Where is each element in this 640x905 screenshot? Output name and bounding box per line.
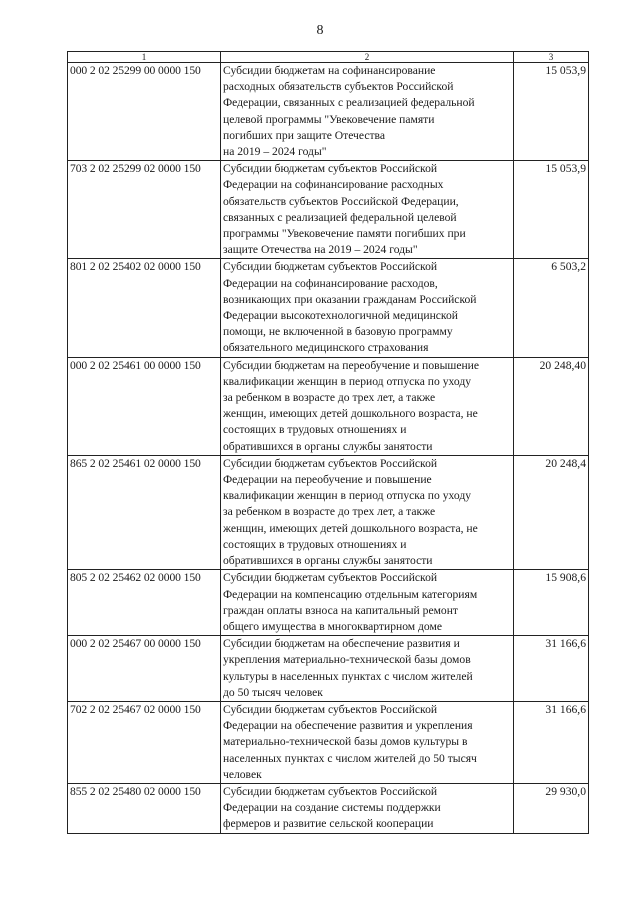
amount-value: 15 053,9 bbox=[514, 161, 589, 259]
description-line: за ребенком в возрасте до трех лет, а также bbox=[223, 391, 436, 405]
column-number-row bbox=[68, 52, 589, 63]
revenue-description bbox=[221, 570, 514, 636]
description-line: Субсидии бюджетам субъектов Российской bbox=[223, 784, 438, 798]
column-number-1: 1 bbox=[68, 52, 221, 63]
amount-value: 31 166,6 bbox=[514, 701, 589, 783]
description-line: Субсидии бюджетам на переобучение и повышение bbox=[223, 358, 480, 372]
description-line: целевой программы "Увековечение памяти bbox=[223, 112, 435, 126]
amount-value: 15 908,6 bbox=[514, 570, 589, 636]
description-line: женщин, имеющих детей дошкольного возраста, не bbox=[223, 521, 478, 535]
description-line: Федерации на компенсацию отдельным категориям bbox=[223, 587, 478, 601]
amount-value: 29 930,0 bbox=[514, 783, 589, 833]
budget-classification-code: 000 2 02 25467 00 0000 150 bbox=[68, 636, 221, 702]
budget-classification-code: 000 2 02 25299 00 0000 150 bbox=[68, 63, 221, 161]
budget-classification-code: 801 2 02 25402 02 0000 150 bbox=[68, 259, 221, 357]
description-line: квалификации женщин в период отпуска по уходу bbox=[223, 374, 472, 388]
description-line: расходных обязательств субъектов Российской bbox=[223, 80, 454, 94]
description-line: помощи, не включенной в базовую программу bbox=[223, 325, 453, 339]
amount-value: 15 053,9 bbox=[514, 63, 589, 161]
description-line: программы "Увековечение памяти погибших при bbox=[223, 227, 466, 241]
budget-classification-code: 703 2 02 25299 02 0000 150 bbox=[68, 161, 221, 259]
description-line: обязательств субъектов Российской Федерации, bbox=[223, 194, 459, 208]
column-number-2: 2 bbox=[221, 52, 514, 63]
description-line: обязательного медицинского страхования bbox=[223, 341, 429, 355]
description-line: за ребенком в возрасте до трех лет, а также bbox=[223, 505, 436, 519]
table-row bbox=[68, 63, 589, 161]
table-row bbox=[68, 636, 589, 702]
description-line: обратившихся в органы службы занятости bbox=[223, 439, 433, 453]
description-line: Федерации на софинансирование расходов, bbox=[223, 276, 438, 290]
description-line: Федерации высокотехнологичной медицинской bbox=[223, 309, 458, 323]
budget-classification-code: 855 2 02 25480 02 0000 150 bbox=[68, 783, 221, 833]
description-line: состоящих в трудовых отношениях и bbox=[223, 423, 407, 437]
description-line: Федерации на обеспечение развития и укрепления bbox=[223, 719, 473, 733]
description-line: связанных с реализацией федеральной целевой bbox=[223, 210, 457, 224]
amount-value: 20 248,40 bbox=[514, 357, 589, 455]
revenue-description bbox=[221, 783, 514, 833]
description-line: Субсидии бюджетам субъектов Российской bbox=[223, 456, 438, 470]
table-row bbox=[68, 783, 589, 833]
amount-value: 31 166,6 bbox=[514, 636, 589, 702]
description-line: состоящих в трудовых отношениях и bbox=[223, 537, 407, 551]
description-line: Субсидии бюджетам на софинансирование bbox=[223, 64, 436, 77]
table-row bbox=[68, 701, 589, 783]
revenue-description bbox=[221, 636, 514, 702]
budget-revenue-table bbox=[67, 51, 589, 834]
table-body bbox=[68, 63, 589, 834]
budget-classification-code: 000 2 02 25461 00 0000 150 bbox=[68, 357, 221, 455]
description-line: обратившихся в органы службы занятости bbox=[223, 554, 433, 568]
budget-classification-code: 805 2 02 25462 02 0000 150 bbox=[68, 570, 221, 636]
description-line: человек bbox=[223, 767, 262, 781]
revenue-description bbox=[221, 161, 514, 259]
revenue-description bbox=[221, 63, 514, 161]
amount-value: 20 248,4 bbox=[514, 455, 589, 569]
page-number: 8 bbox=[316, 23, 324, 38]
description-line: Федерации на переобучение и повышение bbox=[223, 473, 432, 487]
table-row bbox=[68, 570, 589, 636]
description-line: Федерации, связанных с реализацией федеральной bbox=[223, 96, 475, 110]
description-line: женщин, имеющих детей дошкольного возраста, не bbox=[223, 407, 478, 421]
table-row bbox=[68, 259, 589, 357]
description-line: погибших при защите Отечества bbox=[223, 128, 386, 142]
revenue-description bbox=[221, 455, 514, 569]
description-line: Субсидии бюджетам субъектов Российской bbox=[223, 162, 438, 176]
description-line: защите Отечества на 2019 – 2024 годы" bbox=[223, 243, 418, 257]
description-line: Федерации на софинансирование расходных bbox=[223, 178, 444, 192]
description-line: возникающих при оказании гражданам Российской bbox=[223, 292, 477, 306]
description-line: населенных пунктах с числом жителей до 50 тысяч bbox=[223, 751, 477, 765]
description-line: на 2019 – 2024 годы" bbox=[223, 145, 327, 159]
description-line: общего имущества в многоквартирном доме bbox=[223, 619, 442, 633]
budget-classification-code: 865 2 02 25461 02 0000 150 bbox=[68, 455, 221, 569]
description-line: материально-технической базы домов культуры в bbox=[223, 735, 468, 749]
description-line: Субсидии бюджетам на обеспечение развития и bbox=[223, 637, 460, 651]
description-line: укрепления материально-технической базы домов bbox=[223, 653, 471, 667]
description-line: до 50 тысяч человек bbox=[223, 685, 323, 699]
table-row bbox=[68, 357, 589, 455]
revenue-description bbox=[221, 701, 514, 783]
table-row bbox=[68, 455, 589, 569]
revenue-description bbox=[221, 357, 514, 455]
table-row bbox=[68, 161, 589, 259]
description-line: культуры в населенных пунктах с числом жителей bbox=[223, 669, 473, 683]
description-line: граждан оплаты взноса на капитальный ремонт bbox=[223, 603, 458, 617]
description-line: Субсидии бюджетам субъектов Российской bbox=[223, 702, 438, 716]
description-line: Субсидии бюджетам субъектов Российской bbox=[223, 571, 438, 585]
column-number-3: 3 bbox=[514, 52, 589, 63]
description-line: Федерации на создание системы поддержки bbox=[223, 801, 441, 815]
amount-value: 6 503,2 bbox=[514, 259, 589, 357]
description-line: квалификации женщин в период отпуска по уходу bbox=[223, 489, 472, 503]
revenue-description bbox=[221, 259, 514, 357]
description-line: фермеров и развитие сельской кооперации bbox=[223, 817, 434, 831]
description-line: Субсидии бюджетам субъектов Российской bbox=[223, 260, 438, 274]
budget-classification-code: 702 2 02 25467 02 0000 150 bbox=[68, 701, 221, 783]
